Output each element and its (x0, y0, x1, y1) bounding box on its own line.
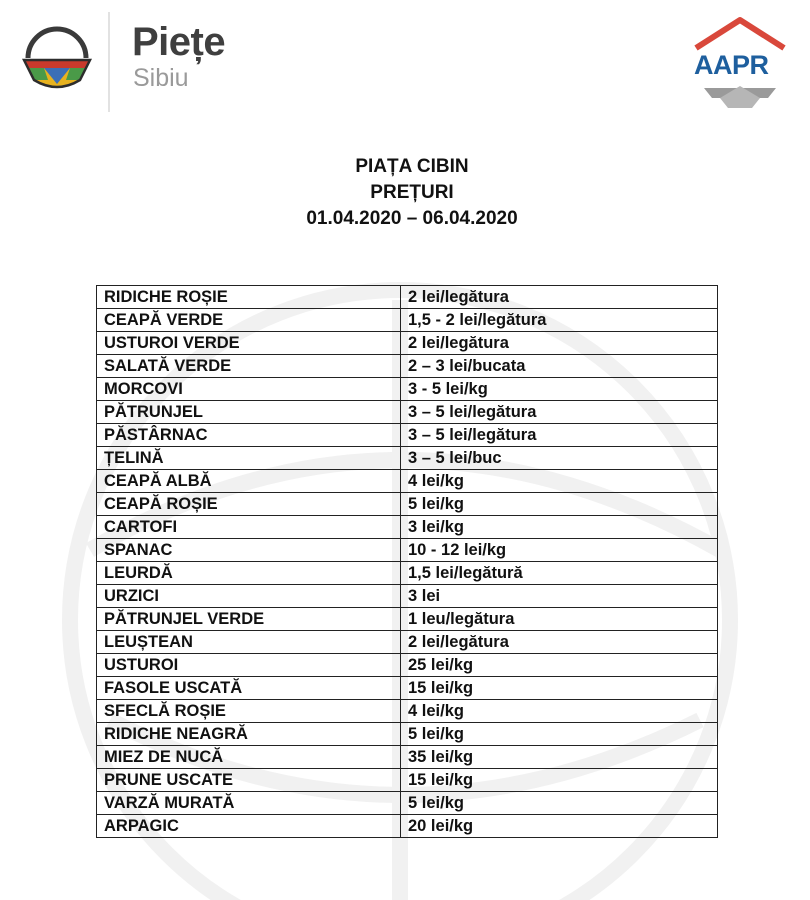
table-row (97, 286, 718, 309)
table-row (97, 355, 718, 378)
table-row (97, 401, 718, 424)
price-cell: 1,5 - 2 lei/legătura (401, 309, 718, 332)
table-row (97, 677, 718, 700)
prices-title: PREȚURI (370, 182, 454, 203)
product-name-cell: FASOLE USCATĂ (97, 677, 401, 700)
price-cell: 15 lei/kg (401, 677, 718, 700)
table-row (97, 723, 718, 746)
product-name-cell: CEAPĂ VERDE (97, 309, 401, 332)
product-name-cell: SPANAC (97, 539, 401, 562)
table-row (97, 309, 718, 332)
product-name-cell: CEAPĂ ALBĂ (97, 470, 401, 493)
product-name-cell: PRUNE USCATE (97, 769, 401, 792)
table-row (97, 493, 718, 516)
product-name-cell: MORCOVI (97, 378, 401, 401)
price-cell: 3 lei/kg (401, 516, 718, 539)
price-cell: 4 lei/kg (401, 700, 718, 723)
product-name-cell: LEURDĂ (97, 562, 401, 585)
price-cell: 2 – 3 lei/bucata (401, 355, 718, 378)
product-name-cell: PĂSTÂRNAC (97, 424, 401, 447)
price-cell: 3 lei (401, 585, 718, 608)
product-name-cell: USTUROI (97, 654, 401, 677)
page-header (0, 0, 810, 120)
table-row (97, 792, 718, 815)
logo-divider (108, 12, 110, 112)
product-name-cell: RIDICHE ROȘIE (97, 286, 401, 309)
product-name-cell: PĂTRUNJEL VERDE (97, 608, 401, 631)
product-name-cell: CARTOFI (97, 516, 401, 539)
product-name-cell: CEAPĂ ROȘIE (97, 493, 401, 516)
table-row (97, 631, 718, 654)
table-row (97, 585, 718, 608)
price-cell: 10 - 12 lei/kg (401, 539, 718, 562)
price-cell: 1 leu/legătura (401, 608, 718, 631)
table-row (97, 608, 718, 631)
product-name-cell: LEUȘTEAN (97, 631, 401, 654)
product-name-cell: SFECLĂ ROȘIE (97, 700, 401, 723)
product-name-cell: VARZĂ MURATĂ (97, 792, 401, 815)
price-cell: 15 lei/kg (401, 769, 718, 792)
market-name-title: PIAȚA CIBIN (355, 156, 469, 177)
table-row (97, 769, 718, 792)
price-cell: 5 lei/kg (401, 723, 718, 746)
price-cell: 3 – 5 lei/legătura (401, 401, 718, 424)
product-name-cell: RIDICHE NEAGRĂ (97, 723, 401, 746)
price-cell: 3 – 5 lei/legătura (401, 424, 718, 447)
aapr-logo-text: AAPR (694, 50, 769, 80)
brand-title: Piețe (132, 20, 226, 64)
product-name-cell: ARPAGIC (97, 815, 401, 838)
price-cell: 2 lei/legătura (401, 631, 718, 654)
table-row (97, 516, 718, 539)
price-cell: 5 lei/kg (401, 493, 718, 516)
price-table-body (97, 286, 718, 838)
price-cell: 2 lei/legătura (401, 332, 718, 355)
price-cell: 3 - 5 lei/kg (401, 378, 718, 401)
table-row (97, 470, 718, 493)
table-row (97, 539, 718, 562)
product-name-cell: URZICI (97, 585, 401, 608)
table-row (97, 700, 718, 723)
price-table (96, 285, 718, 838)
table-row (97, 746, 718, 769)
table-row (97, 447, 718, 470)
price-cell: 3 – 5 lei/buc (401, 447, 718, 470)
brand-subtitle: Sibiu (133, 64, 189, 92)
price-cell: 5 lei/kg (401, 792, 718, 815)
table-row (97, 815, 718, 838)
table-row (97, 332, 718, 355)
date-range-title: 01.04.2020 – 06.04.2020 (306, 208, 518, 229)
product-name-cell: PĂTRUNJEL (97, 401, 401, 424)
product-name-cell: MIEZ DE NUCĂ (97, 746, 401, 769)
table-row (97, 378, 718, 401)
table-row (97, 562, 718, 585)
price-cell: 20 lei/kg (401, 815, 718, 838)
document-heading (0, 154, 810, 232)
table-row (97, 424, 718, 447)
price-cell: 35 lei/kg (401, 746, 718, 769)
product-name-cell: SALATĂ VERDE (97, 355, 401, 378)
price-cell: 4 lei/kg (401, 470, 718, 493)
piete-sibiu-basket-logo-icon (22, 24, 92, 94)
price-cell: 25 lei/kg (401, 654, 718, 677)
product-name-cell: USTUROI VERDE (97, 332, 401, 355)
table-row (97, 654, 718, 677)
price-cell: 1,5 lei/legătură (401, 562, 718, 585)
product-name-cell: ȚELINĂ (97, 447, 401, 470)
price-cell: 2 lei/legătura (401, 286, 718, 309)
